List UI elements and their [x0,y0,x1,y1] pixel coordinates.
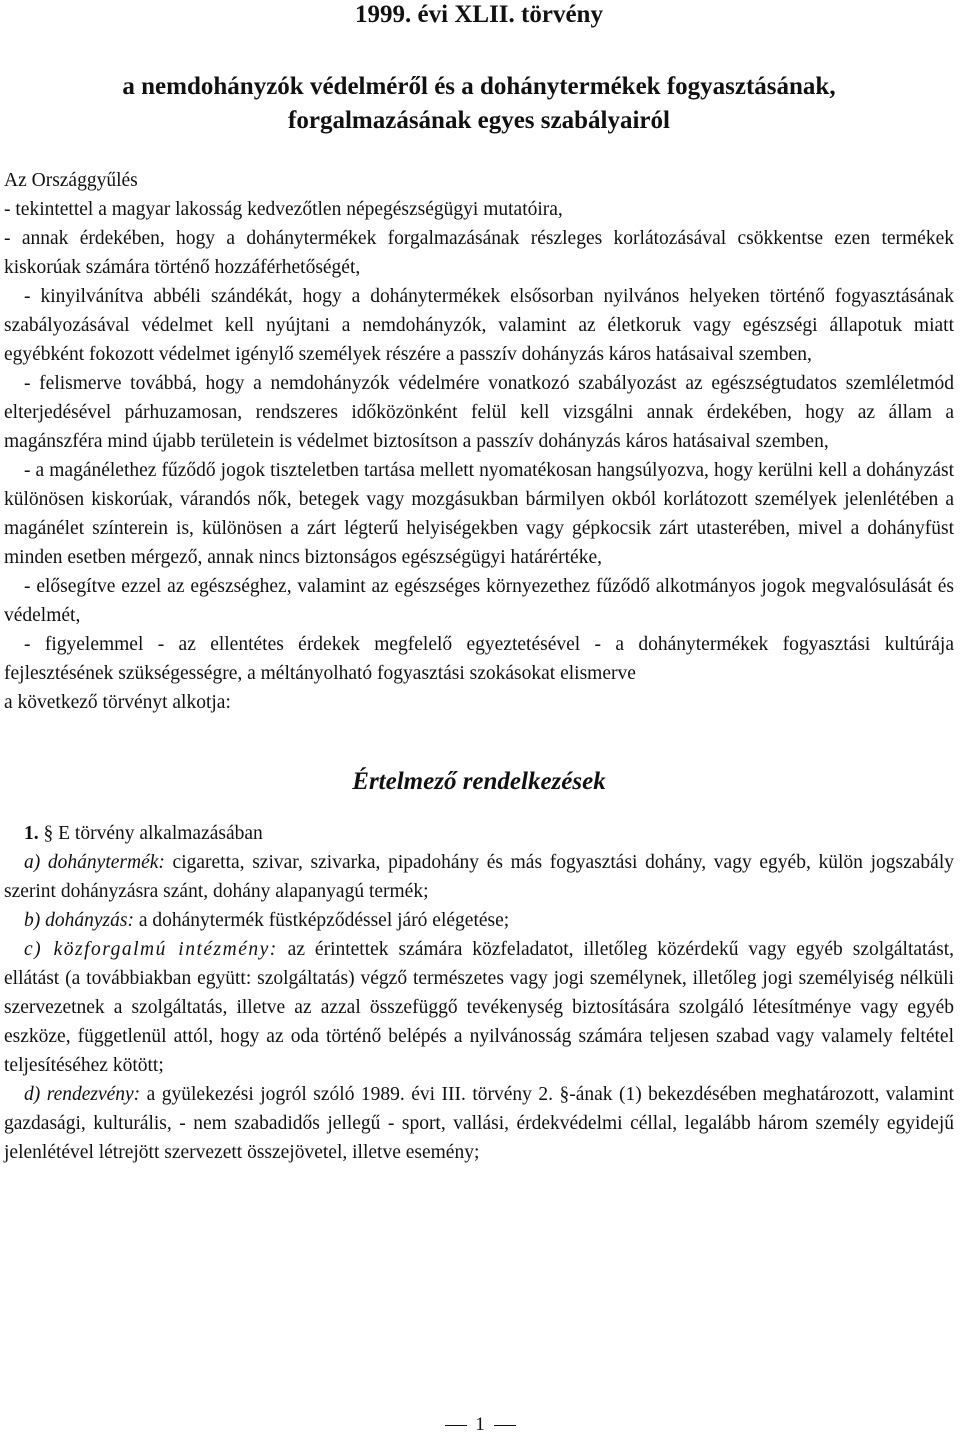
document-page [4,0,954,1167]
dash-right [494,1425,516,1426]
preamble-clause-3: - kinyilvánítva abbéli szándékát, hogy a dohánytermékek elsősorban nyilvános helyeken történő fogyasztásának szabályozásával védelmet kell nyújtani a nemdohányzók, valamint az életkoruk vagy egészségi állapotuk miatt egyébként fokozott védelmet igénylő személyek részére a passzív dohányzás káros hatásaival szemben, [4,286,954,365]
paragraph-lead-text: E törvény alkalmazásában [58,823,263,844]
definition-item-c [4,935,954,1080]
preamble-clause-7: - figyelemmel - az ellentétes érdekek megfelelő egyeztetésével - a dohánytermékek fogyasztási kultúrája fejlesztésének szükségességre, a méltányolható fogyasztási szokásokat elismerve [4,634,954,684]
definition-text-c: az érintettek számára közfeladatot, illetőleg közérdekű vagy egyéb szolgáltatást, ellátást (a továbbiakban együtt: szolgáltatás) végző természetes vagy jogi személynek, illetőleg jogi személyiség nélküli szervezetnek a szolgáltatás, illetve az azzal összefüggő tevékenység biztosítására szolgáló létesítménye vagy egyéb eszköze, függetlenül attól, hogy az oda történő belépés a nyilvánosság számára teljesen szabad vagy valamely feltétel teljesítéséhez kötött; [4,939,954,1076]
definition-text-d: a gyülekezési jogról szóló 1989. évi III. törvény 2. §-ának (1) bekezdésében meghatározott, valamint gazdasági, kulturális, - nem szabadidős jellegű - sport, vallási, érdekvédelmi céllal, legalább három személy egyidejű jelenlétével létrejött szervezett összejövetel, illetve esemény; [4,1084,955,1163]
definition-text-a: cigaretta, szivar, szivarka, pipadohány és más fogyasztási dohány, vagy egyéb, külön jogszabály szerint dohányzásra szánt, dohány alapanyagú termék; [4,852,954,902]
dash-left [445,1425,467,1426]
preamble-clause-4: - felismerve továbbá, hogy a nemdohányzók védelmére vonatkozó szabályozást az egészségtudatos szemléletmód elterjedésével párhuzamosan, rendszeres időközönként felül kell vizsgálni annak érdekében, hogy az állam a magánszféra mind újabb területein is védelmet biztosítson a passzív dohányzás káros hatásaival szemben, [4,373,954,452]
section-heading: Értelmező rendelkezések [352,768,606,795]
law-title: 1999. évi XLII. törvény [355,1,603,28]
law-subtitle: a nemdohányzók védelméről és a dohánytermékek fogyasztásának, forgalmazásának egyes szabályairól [122,73,836,134]
preamble-opening: Az Országgyűlés [4,170,138,191]
paragraph-1-lead [4,819,954,848]
preamble-clause-5: - a magánélethez fűződő jogok tiszteletben tartása mellett nyomatékosan hangsúlyozva, hogy kerülni kell a dohányzást különösen kiskorúak, várandós nők, betegek vagy mozgásukban bármilyen okból korlátozott személyek jelenlétében a magánélet színterein is, különösen a zárt légterű helyiségekben vagy gépkocsik zárt utasterében, mivel a dohányfüst minden esetben mérgező, annak nincs biztonságos egészségügyi határértéke, [4,460,954,568]
definition-label-a: a) dohánytermék: [24,852,165,873]
definition-text-b: a dohánytermék füstképződéssel járó elégetése; [133,910,510,931]
paragraph-sign: § [43,823,54,844]
page-number: 1 [475,1414,485,1435]
preamble [4,166,954,717]
definition-label-d: d) rendezvény: [24,1084,141,1105]
definition-label-b: b) dohányzás: [24,910,134,931]
definition-item-a [4,848,954,906]
preamble-clause-2: - annak érdekében, hogy a dohánytermékek forgalmazásának részleges korlátozásával csökkentse ezen termékek kiskorúak számára történő hozzáférhetőségét, [4,228,954,278]
paragraph-number: 1. [24,823,39,844]
page-footer [0,1414,960,1436]
definition-item-b [4,906,954,935]
definition-item-d [4,1080,954,1167]
preamble-clause-1: - tekintettel a magyar lakosság kedvezőtlen népegészségügyi mutatóira, [4,199,563,220]
definition-label-c: c) közforgalmú intézmény: [24,939,278,960]
preamble-clause-6: - elősegítve ezzel az egészséghez, valamint az egészséges környezethez fűződő alkotmányos jogok megvalósulását és védelmét, [4,576,954,626]
preamble-closing: a következő törvényt alkotja: [4,692,231,713]
